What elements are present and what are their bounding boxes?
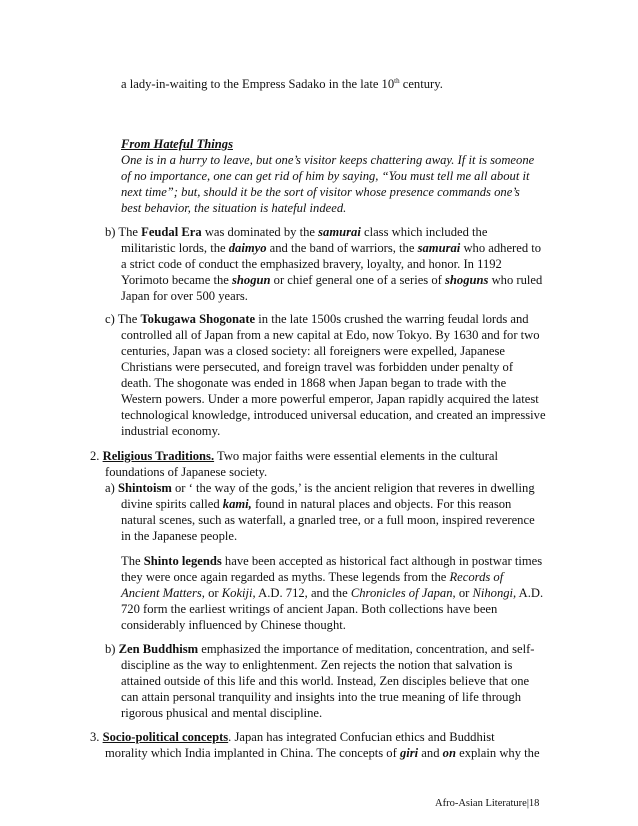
text-run: b) The	[105, 225, 142, 239]
text-run: divine spirits called	[121, 497, 223, 511]
tokugawa-line-1	[105, 311, 529, 327]
religion-line-2: foundations of Japanese society.	[105, 465, 268, 479]
intro-tail: century.	[399, 77, 443, 91]
text-run: emphasized the importance of meditation, concentration, and self-	[198, 642, 535, 656]
term-zen-buddhism: Zen Buddhism	[118, 642, 199, 656]
feudal-line-2	[121, 240, 541, 256]
term-kami: kami,	[222, 497, 252, 511]
section-heading-religious-traditions: Religious Traditions.	[102, 449, 215, 463]
term-samurai: samurai	[417, 241, 461, 255]
tokugawa-line: controlled all of Japan from a new capital at Edo, now Tokyo. By 1630 and for two	[121, 328, 540, 342]
text-run: a)	[105, 481, 118, 495]
text-run: or	[204, 586, 222, 600]
tokugawa-line: Christians were persecuted, and foreign travel was forbidden under penalty of	[121, 360, 514, 374]
legends-line-2	[121, 569, 503, 585]
term-shintoism: Shintoism	[117, 481, 172, 495]
text-run: explain why the	[455, 746, 540, 760]
feudal-line-3: a strict code of conduct the emphasized bravery, loyalty, and honor. In 1192	[121, 257, 502, 271]
text-run: who ruled	[488, 273, 543, 287]
tokugawa-line: death. The shogonate was ended in 1868 when Japan began to trade with the	[121, 376, 507, 390]
text-run: or ‘ the way of the gods,’ is the ancient religion that reveres in dwelling	[171, 481, 535, 495]
tokugawa-line: Western powers. Under a more powerful emperor, Japan rapidly acquired the latest	[121, 392, 539, 406]
text-run: A.D.	[516, 586, 544, 600]
term-tokugawa-shogonate: Tokugawa Shogonate	[140, 312, 256, 326]
text-run: militaristic lords, the	[121, 241, 229, 255]
title-kokiji: Kokiji,	[221, 586, 256, 600]
intro-line	[121, 76, 443, 92]
text-run: The	[121, 554, 144, 568]
tokugawa-line: centuries, Japan was a closed society: all foreigners were expelled, Japanese	[121, 344, 505, 358]
term-on: on	[442, 746, 456, 760]
term-shoguns: shoguns	[445, 273, 489, 287]
text-run: was dominated by the	[201, 225, 319, 239]
text-run: found in natural places and objects. For this reason	[251, 497, 512, 511]
text-run: and the band of warriors, the	[266, 241, 418, 255]
text-run: or chief general one of a series of	[270, 273, 445, 287]
zen-line: can attain personal tranquility and insights into the true meaning of life through	[121, 690, 522, 704]
quote-line: next time”; but, should it be the sort of visitor whose presence commands one’s	[121, 185, 520, 199]
term-giri: giri	[399, 746, 419, 760]
text-run: and	[418, 746, 443, 760]
text-run: . Japan has integrated Confucian ethics and Buddhist	[228, 730, 495, 744]
quote-title: From Hateful Things	[121, 137, 233, 151]
zen-line: attained outside of this life and this world. Instead, Zen disciples believe that one	[121, 674, 530, 688]
intro-text: a lady-in-waiting to the Empress Sadako in the late 10	[121, 77, 395, 91]
quote-line: One is in a hurry to leave, but one’s visitor keeps chattering away. If it is someone	[121, 153, 535, 167]
feudal-line-1	[105, 224, 487, 240]
text-run: who adhered to	[460, 241, 542, 255]
section-number: 3.	[90, 730, 103, 744]
text-run: b)	[105, 642, 119, 656]
term-shogun: shogun	[232, 273, 271, 287]
text-run: they were once again regarded as myths. These legends from the	[121, 570, 450, 584]
text-run: class which included the	[360, 225, 488, 239]
legends-line-4: 720 form the earliest writings of ancient Japan. Both collections have been	[121, 602, 498, 616]
legends-line-3	[121, 585, 543, 601]
term-daimyo: daimyo	[228, 241, 267, 255]
shinto-line-1	[105, 480, 535, 496]
text-run: A.D. 712, and the	[255, 586, 351, 600]
feudal-line-5: Japan for over 500 years.	[121, 289, 248, 303]
text-run: c) The	[105, 312, 141, 326]
tokugawa-line: technological knowledge, introduced universal education, and created an impressive	[121, 408, 546, 422]
legends-line-1	[121, 553, 542, 569]
tokugawa-line: industrial economy.	[121, 424, 221, 438]
text-run: morality which India implanted in China. The concepts of	[105, 746, 400, 760]
section-number: 2.	[90, 449, 103, 463]
zen-line: discipline as the way to enlightenment. Zen rejects the notion that salvation is	[121, 658, 513, 672]
socio-line-1	[90, 729, 495, 745]
zen-line: rigorous phusical and mental discipline.	[121, 706, 323, 720]
title-ancient-matters: Ancient Matters,	[121, 586, 205, 600]
quote-line: of no importance, one can get rid of him by saying, “You must tell me all about it	[121, 169, 530, 183]
title-chronicles: Chronicles of Japan,	[350, 586, 456, 600]
section-heading-socio-political: Socio-political concepts	[102, 730, 229, 744]
text-run: or	[455, 586, 473, 600]
socio-line-2	[105, 745, 540, 761]
text-run: in the late 1500s crushed the warring feudal lords and	[255, 312, 529, 326]
text-run: Two major faiths were essential elements in the cultural	[214, 449, 498, 463]
text-run: Yorimoto became the	[121, 273, 232, 287]
shinto-line-2	[121, 496, 511, 512]
text-run: have been accepted as historical fact although in postwar times	[221, 554, 543, 568]
title-records: Records of	[449, 570, 504, 584]
term-shinto-legends: Shinto legends	[143, 554, 222, 568]
shinto-line-3: natural scenes, such as waterfall, a gnarled tree, or a full moon, inspired reverence	[121, 513, 535, 527]
zen-line-1	[105, 641, 535, 657]
feudal-line-4	[121, 272, 542, 288]
intro-superscript: th	[394, 76, 400, 85]
religion-line-1	[90, 448, 498, 464]
shinto-line-4: in the Japanese people.	[121, 529, 238, 543]
title-nihongi: Nihongi,	[472, 586, 517, 600]
quote-line: best behavior, the situation is hateful indeed.	[121, 201, 347, 215]
legends-line-5: considerably influenced by Chinese thought.	[121, 618, 346, 632]
page-footer: Afro-Asian Literature|18	[435, 798, 540, 809]
term-samurai: samurai	[318, 225, 361, 239]
term-feudal-era: Feudal Era	[141, 225, 202, 239]
